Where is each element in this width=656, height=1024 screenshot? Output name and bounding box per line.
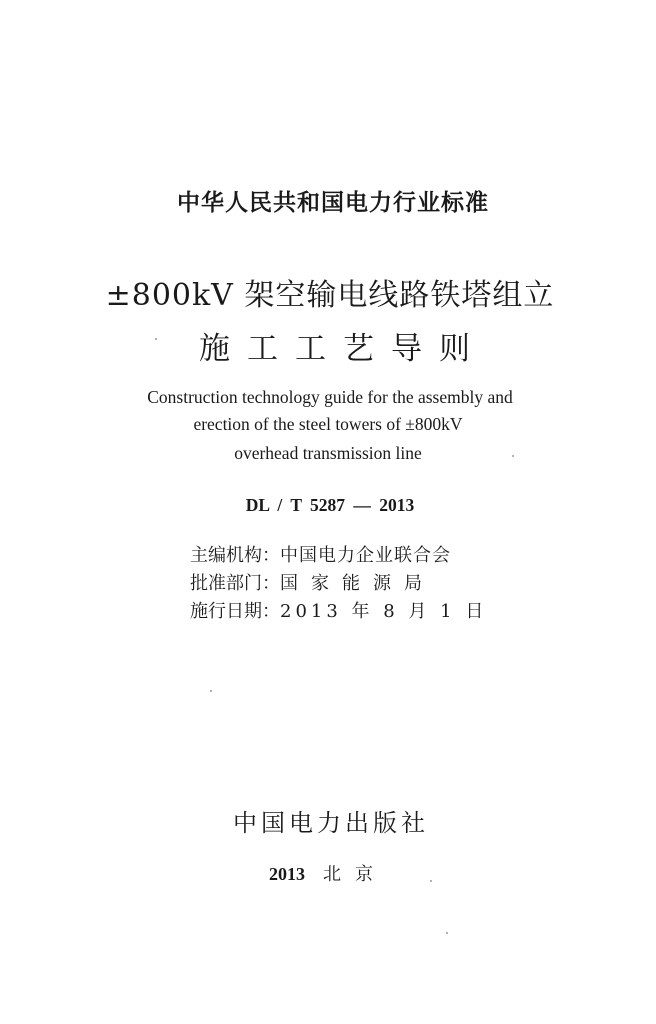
english-title-line-3: overhead transmission line — [234, 443, 422, 463]
publication-year-city — [0, 860, 656, 886]
editor-value: 中国电力企业联合会 — [280, 545, 451, 566]
scan-speck — [210, 690, 212, 692]
english-title-line-1: Construction technology guide for the assembly and — [147, 387, 513, 407]
effective-date-value: 2013 年 8 月 1 日 — [280, 601, 488, 622]
scan-speck — [446, 932, 448, 934]
approver-value: 国家能源局 — [280, 573, 435, 594]
standard-type-heading: 中华人民共和国电力行业标准 — [177, 190, 489, 216]
effective-date-label: 施行日期： — [190, 601, 280, 622]
chinese-title-line-2: 施工工艺导则 — [199, 331, 487, 367]
approver-label: 批准部门： — [190, 573, 280, 594]
meta-row-effective-date — [190, 598, 487, 626]
chinese-title-line-1: ±800kV 架空输电线路铁塔组立 — [105, 278, 555, 313]
editor-label: 主编机构： — [190, 545, 280, 566]
publication-year: 2013 — [269, 864, 305, 884]
publisher-name: 中国电力出版社 — [233, 809, 429, 837]
standard-code: DL / T 5287 — 2013 — [245, 495, 415, 515]
publication-city: 北京 — [323, 864, 387, 884]
scan-speck — [512, 455, 514, 457]
english-title-line-2: erection of the steel towers of ±800kV — [193, 414, 463, 434]
meta-row-approver — [190, 570, 487, 598]
scan-speck — [155, 338, 157, 340]
publication-meta — [190, 542, 487, 626]
meta-row-editor — [190, 542, 487, 570]
scan-speck — [430, 880, 432, 882]
